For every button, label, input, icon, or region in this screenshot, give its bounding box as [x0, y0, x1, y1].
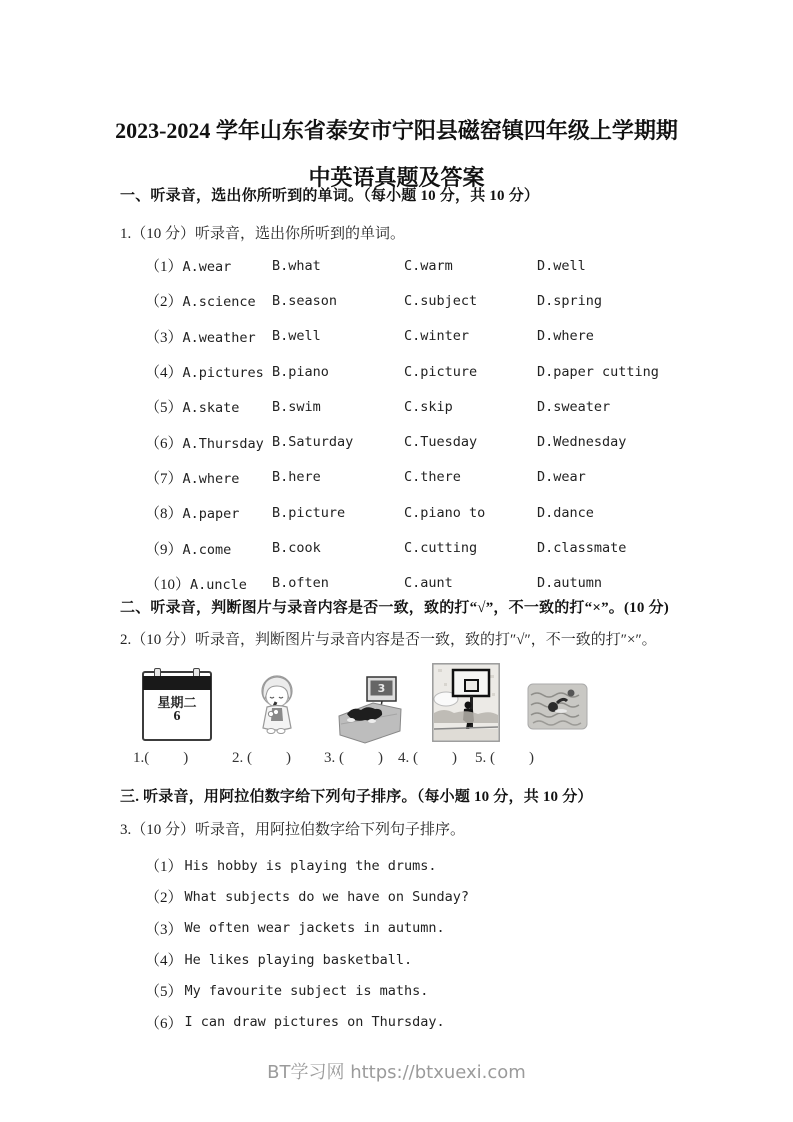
option-c: C.picture [404, 363, 478, 380]
item-number: （8） [145, 506, 183, 523]
cat-on-bed-image [337, 676, 403, 744]
item-number: （5） [145, 400, 183, 417]
option-b: B.season [272, 292, 338, 309]
sentence-6: （6） I can draw pictures on Thursday. [145, 1006, 469, 1037]
option-b: B.here [272, 469, 321, 486]
sentence-number: （3） [145, 921, 183, 938]
option-b: B.what [272, 257, 321, 274]
option-b: B.often [272, 575, 329, 592]
sentence-4: （4） He likes playing basketball. [145, 944, 469, 975]
option-a: （9）A.come [145, 541, 232, 558]
answer-blank-2: 2. ( ) [232, 750, 291, 766]
option-a: （5）A.skate [145, 400, 240, 417]
question2-text: 2.（10 分）听录音，判断图片与录音内容是否一致，致的打″√″，不一致的打″×″。 [120, 632, 657, 648]
option-b: B.Saturday [272, 434, 354, 451]
option-c: C.Tuesday [404, 434, 478, 451]
calendar-weekday-label: 星期二 [157, 695, 197, 710]
sentence-number: （5） [145, 984, 183, 1001]
answer-blank-5: 5. ( ) [475, 750, 534, 766]
sentence-2: （2） What subjects do we have on Sunday? [145, 881, 469, 912]
swimming-image [527, 683, 588, 730]
option-d: D.classmate [537, 540, 627, 557]
option-c: C.skip [404, 398, 453, 415]
option-c: C.warm [404, 257, 453, 274]
page-title-line2: 中英语真题及答案 [308, 164, 485, 190]
option-d: D.paper cutting [537, 363, 659, 380]
sentence-number: （6） [145, 1015, 183, 1032]
option-a: （3）A.weather [145, 329, 256, 346]
option-b: B.picture [272, 504, 346, 521]
calendar-day-number: 6 [173, 709, 181, 724]
section2-heading: 二、听录音，判断图片与录音内容是否一致，致的打“√”，不一致的打“×”。(10 分) [120, 600, 669, 616]
option-d: D.sweater [537, 398, 611, 415]
question1-text: 1.（10 分）听录音，选出你所听到的单词。 [120, 226, 406, 242]
sentence-number: （4） [145, 953, 183, 970]
page-title-line1: 2023-2024 学年山东省泰安市宁阳县磁窑镇四年级上学期期 [115, 117, 678, 143]
calendar-image [142, 671, 212, 741]
sentence-number: （1） [145, 859, 183, 876]
answer-blank-4: 4. ( ) [398, 750, 457, 766]
sentence-5: （5） My favourite subject is maths. [145, 975, 469, 1006]
item-number: （7） [145, 470, 183, 487]
girl-eating-image [250, 671, 302, 737]
basketball-playground-image [432, 663, 500, 742]
option-row-8 [145, 495, 705, 530]
option-d: D.where [537, 328, 594, 345]
option-c: C.there [404, 469, 461, 486]
option-row-6 [145, 424, 705, 459]
option-b: B.swim [272, 398, 321, 415]
option-row-4 [145, 354, 705, 389]
answer-blank-1: 1.( ) [133, 750, 189, 766]
sentence-number: （2） [145, 890, 183, 907]
item-number: （10） [145, 576, 191, 593]
option-d: D.wear [537, 469, 586, 486]
question3-text: 3.（10 分）听录音，用阿拉伯数字给下列句子排序。 [120, 822, 466, 838]
sentence-list [145, 850, 469, 1038]
option-c: C.aunt [404, 575, 453, 592]
section3-heading: 三. 听录音，用阿拉伯数字给下列句子排序。（每小题 10 分，共 10 分） [120, 789, 593, 805]
calendar-header-band [143, 676, 211, 690]
sentence-1: （1） His hobby is playing the drums. [145, 850, 469, 881]
option-d: D.Wednesday [537, 434, 627, 451]
item-number: （4） [145, 365, 183, 382]
option-a: （8）A.paper [145, 506, 240, 523]
option-row-7 [145, 460, 705, 495]
section1-heading: 一、听录音，选出你所听到的单词。（每小题 10 分，共 10 分） [120, 188, 540, 204]
option-row-1 [145, 248, 705, 283]
item-number: （1） [145, 259, 183, 276]
option-a: （6）A.Thursday [145, 435, 264, 452]
option-b: B.cook [272, 540, 321, 557]
option-row-2 [145, 283, 705, 318]
option-a: （10）A.uncle [145, 576, 247, 593]
option-c: C.piano to [404, 504, 486, 521]
option-c: C.subject [404, 292, 478, 309]
option-d: D.dance [537, 504, 594, 521]
item-number: （6） [145, 435, 183, 452]
option-row-5 [145, 389, 705, 424]
item-number: （3） [145, 329, 183, 346]
option-d: D.spring [537, 292, 603, 309]
option-b: B.well [272, 328, 321, 345]
item-number: （2） [145, 294, 183, 311]
option-a: （7）A.where [145, 470, 240, 487]
option-a: （2）A.science [145, 294, 256, 311]
sentence-3: （3） We often wear jackets in autumn. [145, 913, 469, 944]
option-c: C.cutting [404, 540, 478, 557]
option-row-10 [145, 566, 705, 601]
watermark-footer: BT学习网 https://btxuexi.com [267, 1062, 526, 1083]
option-c: C.winter [404, 328, 470, 345]
option-b: B.piano [272, 363, 329, 380]
option-d: D.well [537, 257, 586, 274]
sign-number: 3 [377, 682, 386, 695]
option-row-3 [145, 319, 705, 354]
options-table [145, 248, 705, 601]
answer-blank-3: 3. ( ) [324, 750, 383, 766]
option-d: D.autumn [537, 575, 603, 592]
option-a: （4）A.pictures [145, 365, 264, 382]
option-a: （1）A.wear [145, 259, 232, 276]
option-row-9 [145, 530, 705, 565]
item-number: （9） [145, 541, 183, 558]
